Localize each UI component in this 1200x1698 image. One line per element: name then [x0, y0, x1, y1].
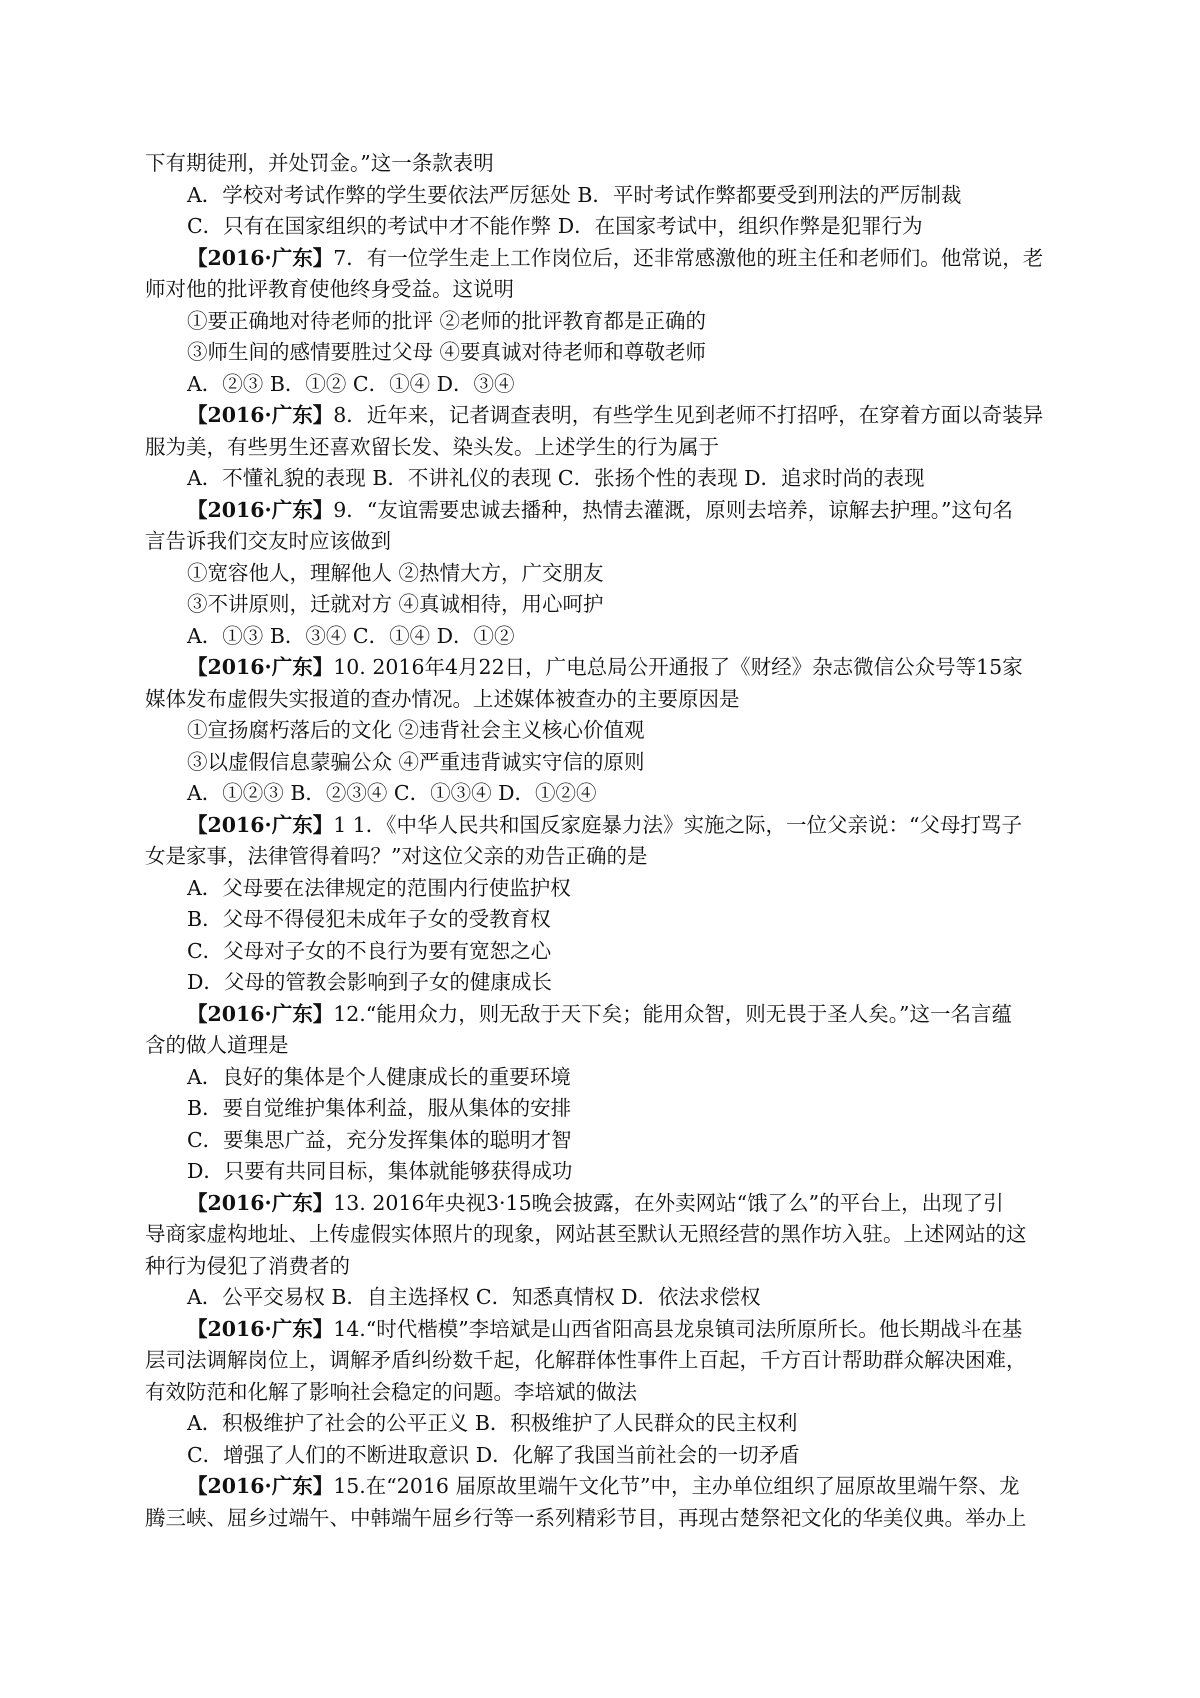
text-line: 层司法调解岗位上，调解矛盾纠纷数千起，化解群体性事件上百起，千方百计帮助群众解决困难，	[145, 1348, 1027, 1372]
question-header-line	[145, 810, 1065, 842]
answer-option-line: ③不讲原则，迁就对方 ④真诚相待，用心呵护	[187, 592, 604, 616]
answer-option-line: A．①②③ B．②③④ C．①③④ D．①②④	[187, 781, 597, 805]
text-line: 言告诉我们交友时应该做到	[145, 529, 391, 553]
question-header-line	[145, 243, 1065, 275]
text-line: 服为美，有些男生还喜欢留长发、染头发。上述学生的行为属于	[145, 434, 719, 459]
answer-option-line: A．良好的集体是个人健康成长的重要环境	[187, 1064, 571, 1089]
text-line: 师对他的批评教育使他终身受益。这说明	[145, 277, 514, 301]
answer-option-line: ③以虚假信息蒙骗公众 ④严重违背诚实守信的原则	[187, 749, 645, 774]
question-source-tag: 【2016·广东】	[187, 403, 334, 427]
question-text-body	[145, 148, 1065, 1534]
answer-option-line: B．父母不得侵犯未成年子女的受教育权	[187, 907, 551, 931]
question-stem-text: 7．有一位学生走上工作岗位后，还非常感激他的班主任和老师们。他常说，老	[333, 245, 1044, 270]
question-header-line	[145, 999, 1065, 1031]
answer-option-line: A．公平交易权 B．自主选择权 C．知悉真情权 D．依法求偿权	[187, 1285, 761, 1309]
answer-option-line: ③师生间的感情要胜过父母 ④要真诚对待老师和尊敬老师	[187, 340, 707, 364]
answer-option-line: B．要自觉维护集体利益，服从集体的安排	[187, 1096, 572, 1120]
question-stem-text: 14.“时代楷模”李培斌是山西省阳高县龙泉镇司法所原所长。他长期战斗在基	[333, 1316, 1023, 1341]
text-line: 媒体发布虚假失实报道的查办情况。上述媒体被查办的主要原因是	[145, 686, 740, 711]
answer-option-line: A．学校对考试作弊的学生要依法严厉惩处 B．平时考试作弊都要受到刑法的严厉制裁	[187, 182, 962, 207]
answer-option-line: A．不懂礼貌的表现 B．不讲礼仪的表现 C．张扬个性的表现 D．追求时尚的表现	[187, 466, 925, 490]
answer-option-line: C．只有在国家组织的考试中才不能作弊 D．在国家考试中，组织作弊是犯罪行为	[187, 214, 923, 238]
question-stem-text: 8．近年来，记者调查表明，有些学生见到老师不打招呼，在穿着方面以奇装异	[333, 403, 1044, 427]
answer-option-line: D．父母的管教会影响到子女的健康成长	[187, 970, 552, 994]
question-source-tag: 【2016·广东】	[187, 1190, 334, 1215]
question-stem-text: 13. 2016年央视3·15晚会披露，在外卖网站“饿了么”的平台上，出现了引	[333, 1190, 1004, 1215]
text-line: 女是家事，法律管得着吗？”对这位父亲的劝告正确的是	[145, 844, 648, 868]
text-line: 腾三峡、屈乡过端午、中韩端午屈乡行等一系列精彩节目，再现古楚祭祀文化的华美仪典。举办上	[145, 1505, 1027, 1530]
question-source-tag: 【2016·广东】	[187, 1316, 334, 1341]
question-header-line	[145, 1314, 1065, 1346]
answer-option-line: A．积极维护了社会的公平正义 B．积极维护了人民群众的民主权利	[187, 1411, 798, 1435]
answer-option-line: C．增强了人们的不断进取意识 D．化解了我国当前社会的一切矛盾	[187, 1442, 800, 1467]
question-source-tag: 【2016·广东】	[187, 1474, 334, 1498]
answer-option-line: ①宣扬腐朽落后的文化 ②违背社会主义核心价值观	[187, 718, 645, 742]
answer-option-line: A．①③ B．③④ C．①④ D．①②	[187, 623, 515, 648]
answer-option-line: A．②③ B．①② C．①④ D．③④	[187, 371, 515, 396]
question-header-line	[145, 1471, 1065, 1503]
answer-option-line: A．父母要在法律规定的范围内行使监护权	[187, 875, 571, 900]
question-stem-text: 10. 2016年4月22日，广电总局公开通报了《财经》杂志微信公众号等15家	[333, 655, 1023, 679]
question-stem-text: 12.“能用众力，则无敌于天下矣；能用众智，则无畏于圣人矣。”这一名言蕴	[333, 1001, 1013, 1026]
question-source-tag: 【2016·广东】	[187, 497, 334, 522]
question-source-tag: 【2016·广东】	[187, 655, 334, 679]
text-line: 下有期徒刑，并处罚金。”这一条款表明	[145, 151, 494, 175]
question-header-line	[145, 495, 1065, 527]
question-source-tag: 【2016·广东】	[187, 245, 334, 270]
question-source-tag: 【2016·广东】	[187, 1001, 334, 1026]
answer-option-line: C．父母对子女的不良行为要有宽恕之心	[187, 938, 552, 963]
text-line: 导商家虚构地址、上传虚假实体照片的现象，网站甚至默认无照经营的黑作坊入驻。上述网站的这	[145, 1222, 1027, 1246]
answer-option-line: C．要集思广益，充分发挥集体的聪明才智	[187, 1127, 572, 1152]
question-source-tag: 【2016·广东】	[187, 812, 334, 837]
text-line: 种行为侵犯了消费者的	[145, 1253, 350, 1278]
question-header-line	[145, 652, 1065, 684]
answer-option-line: D．只要有共同目标，集体就能够获得成功	[187, 1159, 573, 1183]
answer-option-line: ①宽容他人，理解他人 ②热情大方，广交朋友	[187, 560, 604, 585]
answer-option-line: ①要正确地对待老师的批评 ②老师的批评教育都是正确的	[187, 308, 707, 333]
question-stem-text: 1 1．《中华人民共和国反家庭暴力法》实施之际，一位父亲说：“父母打骂子	[333, 812, 1023, 837]
question-stem-text: 9．“友谊需要忠诚去播种，热情去灌溉，原则去培养，谅解去护理。”这句名	[333, 497, 1013, 522]
question-header-line	[145, 400, 1065, 432]
question-stem-text: 15.在“2016 届原故里端午文化节”中，主办单位组织了屈原故里端午祭、龙	[333, 1474, 1020, 1498]
text-line: 含的做人道理是	[145, 1033, 289, 1057]
text-line: 有效防范和化解了影响社会稳定的问题。李培斌的做法	[145, 1379, 637, 1404]
question-header-line	[145, 1188, 1065, 1220]
